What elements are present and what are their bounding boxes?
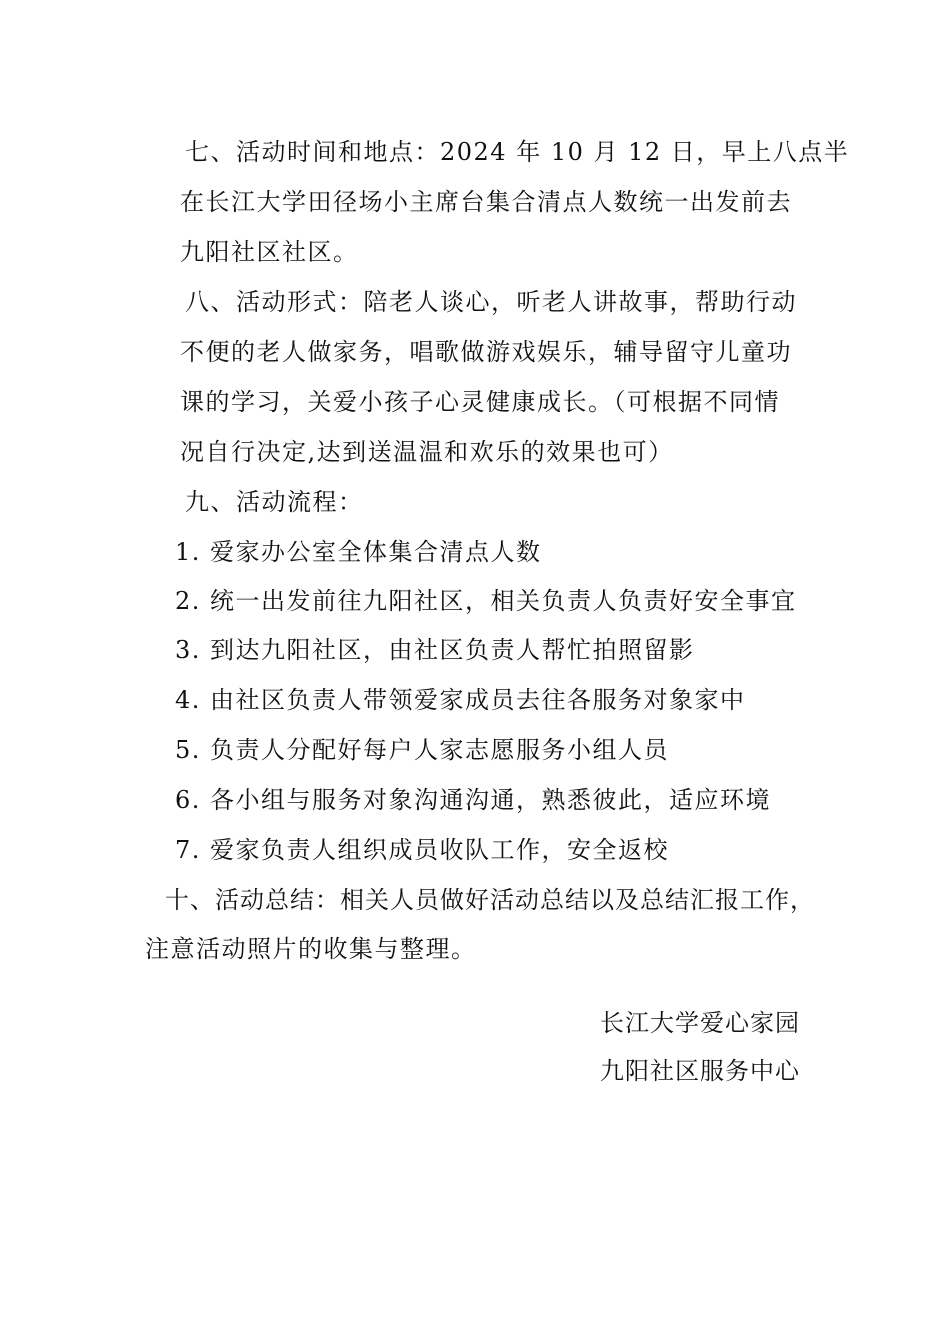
process-step: 3. 到达九阳社区，由社区负责人帮忙拍照留影 bbox=[175, 636, 695, 664]
section-7-line-3: 九阳社区社区。 bbox=[180, 238, 359, 266]
section-8-line-1: 八、活动形式：陪老人谈心，听老人讲故事，帮助行动 bbox=[185, 288, 797, 316]
section-8-line-2: 不便的老人做家务，唱歌做游戏娱乐，辅导留守儿童功 bbox=[180, 338, 792, 366]
process-step: 1. 爱家办公室全体集合清点人数 bbox=[175, 538, 542, 566]
process-step: 2. 统一出发前往九阳社区，相关负责人负责好安全事宜 bbox=[175, 587, 797, 615]
process-step: 6. 各小组与服务对象沟通沟通，熟悉彼此，适应环境 bbox=[175, 786, 772, 814]
signature-org-1: 长江大学爱心家园 bbox=[600, 1009, 800, 1037]
section-7-line-1: 七、活动时间和地点：2024 年 10 月 12 日，早上八点半 bbox=[185, 138, 850, 166]
section-7-line-2: 在长江大学田径场小主席台集合清点人数统一出发前去 bbox=[180, 188, 792, 216]
signature-org-2: 九阳社区服务中心 bbox=[600, 1057, 800, 1085]
process-step: 5. 负责人分配好每户人家志愿服务小组人员 bbox=[175, 736, 670, 764]
section-8-line-4: 况自行决定,达到送温温和欢乐的效果也可） bbox=[180, 438, 674, 466]
section-10-line-2: 注意活动照片的收集与整理。 bbox=[145, 935, 477, 963]
section-9-heading: 九、活动流程： bbox=[185, 488, 364, 516]
section-8-line-3: 课的学习，关爱小孩子心灵健康成长。（可根据不同情 bbox=[180, 388, 780, 416]
process-step: 4. 由社区负责人带领爱家成员去往各服务对象家中 bbox=[175, 686, 746, 714]
process-step: 7. 爱家负责人组织成员收队工作，安全返校 bbox=[175, 836, 670, 864]
section-10-line-1: 十、活动总结：相关人员做好活动总结以及总结汇报工作， bbox=[165, 886, 815, 914]
